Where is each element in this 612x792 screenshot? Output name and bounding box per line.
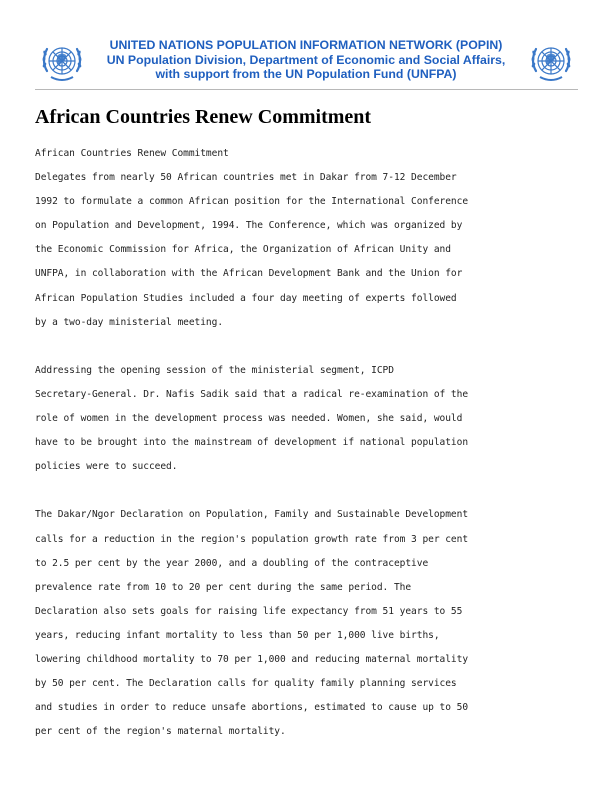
text-line: on Population and Development, 1994. The Conference, which was organized by [35,220,463,232]
text-line: by 50 per cent. The Declaration calls for quality family planning services [35,678,457,690]
un-emblem-icon [526,37,576,87]
page-title: African Countries Renew Commitment [35,106,372,128]
text-line: role of women in the development process was needed. Women, she said, would [35,413,463,425]
un-emblem-icon [37,37,87,87]
text-line: Secretary-General. Dr. Nafis Sadik said that a radical re-examination of the [35,388,469,400]
text-line: Addressing the opening session of the ministerial segment, ICPD [35,364,394,376]
text-line: and studies in order to reduce unsafe abortions, estimated to cause up to 50 [35,702,469,714]
text-line: prevalence rate from 10 to 20 per cent during the same period. The [35,581,412,593]
header-line-organization: UNITED NATIONS POPULATION INFORMATION NETWORK (POPIN) [109,38,503,52]
page-header [0,0,612,92]
text-line: UNFPA, in collaboration with the African Development Bank and the Union for [35,268,463,280]
text-line: years, reducing infant mortality to less than 50 per 1,000 live births, [35,629,440,641]
paragraph [35,503,595,744]
text-line: to 2.5 per cent by the year 2000, and a doubling of the contraceptive [35,557,429,569]
header-line-support: with support from the UN Population Fund (UNFPA) [155,67,457,81]
article-body [35,142,595,744]
text-line: calls for a reduction in the region's population growth rate from 3 per cent [35,533,469,545]
text-line: African Countries Renew Commitment [35,148,229,159]
paragraph-gap [35,335,595,359]
text-line: Delegates from nearly 50 African countries met in Dakar from 7-12 December [35,172,457,184]
text-line: 1992 to formulate a common African position for the International Conference [35,196,469,208]
header-line-division: UN Population Division, Department of Economic and Social Affairs, [106,52,506,67]
header-title-block [90,38,522,82]
paragraph [35,359,595,479]
header-divider [35,89,578,90]
text-line: African Population Studies included a four day meeting of experts followed [35,292,457,304]
text-line: lowering childhood mortality to 70 per 1,000 and reducing maternal mortality [35,653,469,665]
text-line: by a two-day ministerial meeting. [35,316,224,328]
paragraph-gap [35,479,595,503]
text-line: The Dakar/Ngor Declaration on Population, Family and Sustainable Development [35,509,469,521]
text-line: Declaration also sets goals for raising life expectancy from 51 years to 55 [35,605,463,617]
text-line: per cent of the region's maternal mortality. [35,726,286,738]
text-line: the Economic Commission for Africa, the Organization of African Unity and [35,244,451,256]
text-line: have to be brought into the mainstream of development if national population [35,437,469,449]
paragraph [35,142,595,335]
text-line: policies were to succeed. [35,461,178,473]
